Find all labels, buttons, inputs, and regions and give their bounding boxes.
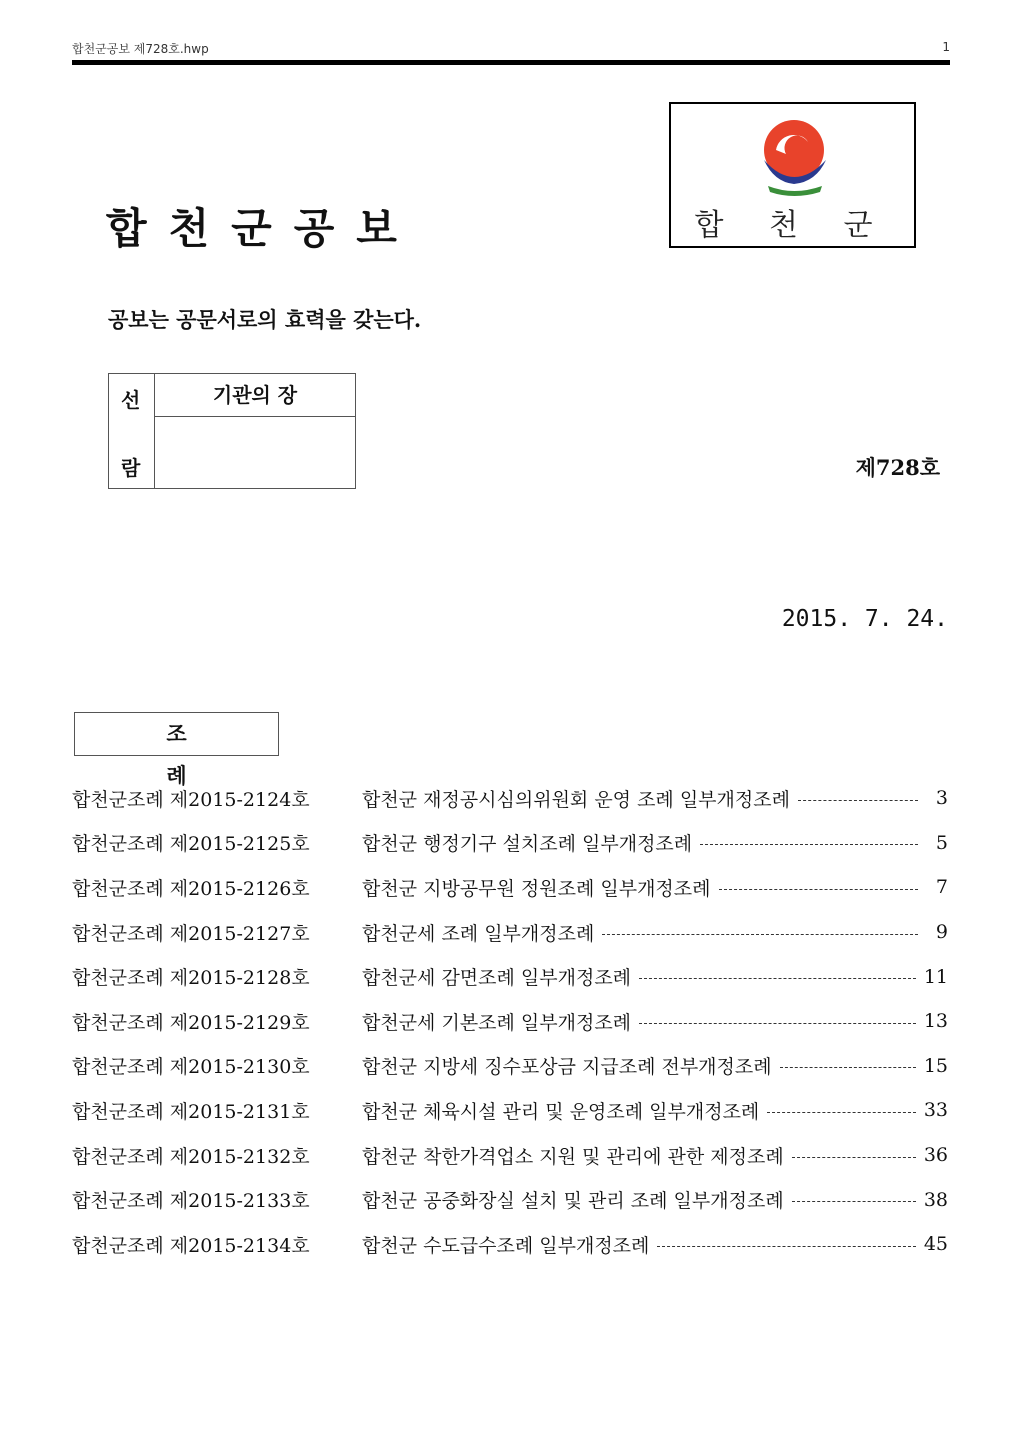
gazette-title: 합천군공보 (106, 204, 419, 253)
motto: 공보는 공문서로의 효력을 갖는다. (108, 307, 422, 332)
toc-title: 합천군 재정공시심의위원회 운영 조례 일부개정조례 (362, 788, 790, 811)
toc-number: 합천군조례 제2015-2134호 (72, 1234, 310, 1257)
toc-number: 합천군조례 제2015-2132호 (72, 1145, 310, 1168)
issue-number: 제728호 (855, 455, 940, 480)
toc-row[interactable] (72, 865, 948, 910)
toc-number: 합천군조례 제2015-2131호 (72, 1100, 310, 1123)
county-emblem-icon (756, 116, 834, 206)
toc-row[interactable] (72, 821, 948, 866)
toc-leader (700, 844, 918, 845)
toc-row[interactable] (72, 1177, 948, 1222)
issue-date: 2015. 7. 24. (781, 606, 948, 632)
toc-row[interactable] (72, 954, 948, 999)
toc-leader (639, 1023, 916, 1024)
toc-leader (767, 1112, 916, 1113)
toc-number: 합천군조례 제2015-2129호 (72, 1011, 310, 1034)
approval-label-column (109, 374, 155, 488)
toc-page: 11 (923, 965, 948, 988)
toc-title: 합천군 지방공무원 정원조례 일부개정조례 (362, 877, 711, 900)
toc-page: 36 (923, 1144, 948, 1167)
toc-number: 합천군조례 제2015-2124호 (72, 788, 310, 811)
toc-title: 합천군세 기본조례 일부개정조례 (362, 1011, 632, 1034)
toc-title: 합천군 착한가격업소 지원 및 관리에 관한 제정조례 (362, 1145, 784, 1168)
toc-title: 합천군 수도급수조례 일부개정조례 (362, 1234, 650, 1257)
toc-number: 합천군조례 제2015-2126호 (72, 877, 310, 900)
toc-number: 합천군조례 제2015-2127호 (72, 922, 310, 945)
toc-page: 13 (923, 1010, 948, 1033)
toc-page: 9 (935, 921, 948, 944)
toc-page: 38 (923, 1188, 948, 1211)
toc-leader (657, 1246, 915, 1247)
toc-row[interactable] (72, 1044, 948, 1089)
section-title: 조 례 (74, 712, 279, 756)
table-of-contents (72, 776, 948, 1267)
approval-label-top: 선 (121, 388, 141, 412)
toc-page: 3 (935, 787, 948, 810)
header-divider (72, 60, 950, 65)
document-header (72, 36, 950, 58)
toc-leader (639, 978, 916, 979)
toc-title: 합천군 공중화장실 설치 및 관리 조례 일부개정조례 (362, 1190, 784, 1213)
toc-leader (719, 889, 919, 890)
toc-leader (602, 934, 918, 935)
toc-page: 33 (923, 1099, 948, 1122)
toc-number: 합천군조례 제2015-2125호 (72, 833, 310, 856)
toc-title: 합천군 체육시설 관리 및 운영조례 일부개정조례 (362, 1100, 760, 1123)
toc-leader (780, 1067, 916, 1068)
toc-row[interactable] (72, 1222, 948, 1267)
logo-text: 합 천 군 (694, 208, 891, 243)
approval-table (108, 373, 356, 489)
toc-leader (798, 800, 918, 801)
page-number: 1 (942, 40, 950, 54)
toc-number: 합천군조례 제2015-2130호 (72, 1056, 310, 1079)
toc-row[interactable] (72, 1133, 948, 1178)
toc-leader (792, 1201, 916, 1202)
toc-row[interactable] (72, 910, 948, 955)
toc-title: 합천군세 조례 일부개정조례 (362, 922, 595, 945)
toc-page: 45 (923, 1233, 948, 1256)
toc-row[interactable] (72, 999, 948, 1044)
toc-page: 5 (935, 831, 948, 854)
toc-row[interactable] (72, 776, 948, 821)
approval-label-bottom: 람 (121, 456, 141, 480)
toc-page: 7 (935, 876, 948, 899)
toc-number: 합천군조례 제2015-2133호 (72, 1190, 310, 1213)
toc-title: 합천군 행정기구 설치조례 일부개정조례 (362, 833, 693, 856)
county-logo (669, 102, 916, 248)
toc-title: 합천군세 감면조례 일부개정조례 (362, 967, 632, 990)
file-name: 합천군공보 제728호.hwp (72, 42, 209, 56)
toc-title: 합천군 지방세 징수포상금 지급조례 전부개정조례 (362, 1056, 772, 1079)
toc-row[interactable] (72, 1088, 948, 1133)
approval-head: 기관의 장 (155, 374, 355, 417)
toc-leader (792, 1157, 916, 1158)
toc-page: 15 (923, 1054, 948, 1077)
toc-number: 합천군조례 제2015-2128호 (72, 967, 310, 990)
